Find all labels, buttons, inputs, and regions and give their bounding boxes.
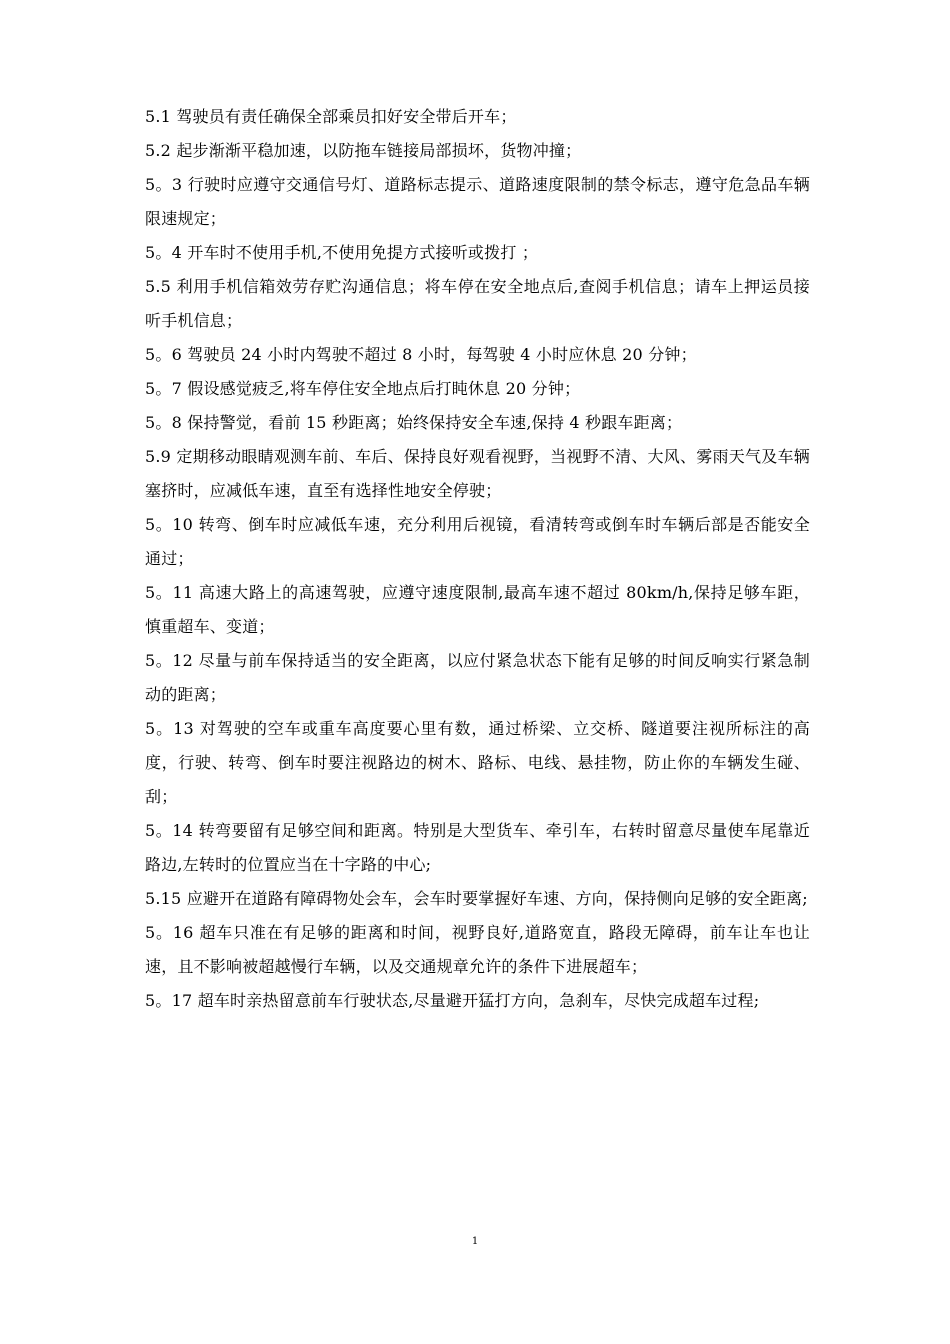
paragraph-5-3: 5。3 行驶时应遵守交通信号灯、道路标志提示、道路速度限制的禁令标志，遵守危急品车辆限速规定； — [145, 175, 810, 228]
paragraph-5-5: 5.5 利用手机信箱效劳存贮沟通信息；将车停在安全地点后,查阅手机信息；请车上押运员接听手机信息； — [145, 277, 810, 330]
paragraph-5-15: 5.15 应避开在道路有障碍物处会车，会车时要掌握好车速、方向，保持侧向足够的安全距离; — [145, 889, 808, 908]
paragraph-5-9: 5.9 定期移动眼睛观测车前、车后、保持良好观看视野，当视野不清、大风、雾雨天气及车辆塞挤时，应减低车速，直至有选择性地安全停驶； — [145, 447, 810, 500]
paragraph-5-7: 5。7 假设感觉疲乏,将车停住安全地点后打盹休息 20 分钟； — [145, 379, 581, 398]
paragraph-5-1: 5.1 驾驶员有责任确保全部乘员扣好安全带后开车； — [145, 107, 517, 126]
paragraph-5-8: 5。8 保持警觉，看前 15 秒距离；始终保持安全车速,保持 4 秒跟车距离； — [145, 413, 683, 432]
paragraph-5-14: 5。14 转弯要留有足够空间和距离。特别是大型货车、牵引车，右转时留意尽量使车尾靠近路边,左转时的位置应当在十字路的中心; — [145, 821, 810, 874]
paragraph-5-16: 5。16 超车只准在有足够的距离和时间，视野良好,道路宽直，路段无障碍，前车让车也让速，且不影响被超越慢行车辆，以及交通规章允许的条件下进展超车； — [145, 923, 810, 976]
page-number: 1 — [471, 1236, 479, 1247]
paragraph-5-10: 5。10 转弯、倒车时应减低车速，充分利用后视镜，看清转弯或倒车时车辆后部是否能安全通过； — [145, 515, 810, 568]
paragraph-5-12: 5。12 尽量与前车保持适当的安全距离，以应付紧急状态下能有足够的时间反响实行紧急制动的距离； — [145, 651, 810, 704]
paragraph-5-6: 5。6 驾驶员 24 小时内驾驶不超过 8 小时，每驾驶 4 小时应休息 20 分钟； — [145, 345, 697, 364]
paragraph-5-2: 5.2 起步渐渐平稳加速，以防拖车链接局部损坏，货物冲撞； — [145, 141, 582, 160]
paragraph-5-13: 5。13 对驾驶的空车或重车高度要心里有数，通过桥梁、立交桥、隧道要注视所标注的高度，行驶、转弯、倒车时要注视路边的树木、路标、电线、悬挂物，防止你的车辆发生碰、刮； — [145, 719, 810, 806]
paragraph-5-17: 5。17 超车时亲热留意前车行驶状态,尽量避开猛打方向，急刹车，尽快完成超车过程; — [145, 991, 760, 1010]
document-body — [145, 100, 810, 1018]
paragraph-5-4: 5。4 开车时不使用手机,不使用免提方式接听或拨打 ； — [145, 243, 539, 262]
paragraph-5-11: 5。11 高速大路上的高速驾驶，应遵守速度限制,最高车速不超过 80km/h,保持足够车距，慎重超车、变道； — [145, 583, 810, 636]
